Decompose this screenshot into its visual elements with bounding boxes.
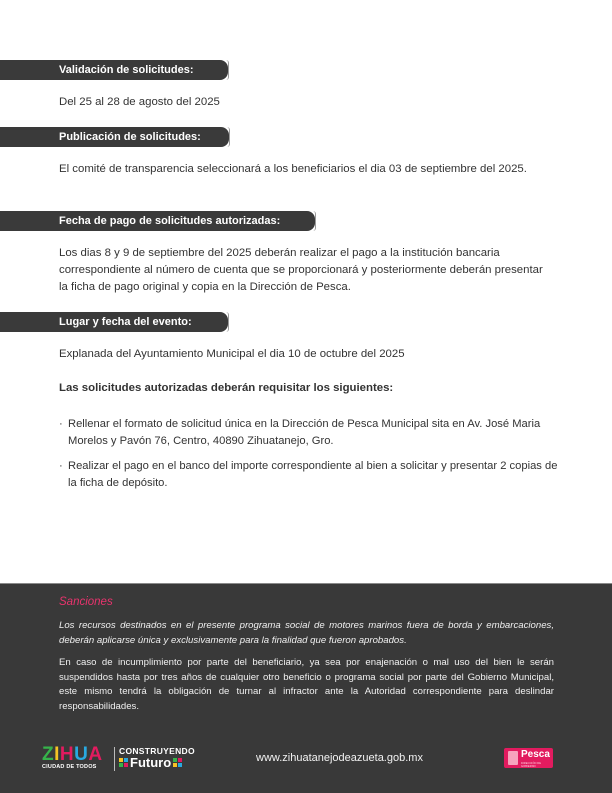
color-square [178,758,182,762]
section-text-lugar: Explanada del Ayuntamiento Municipal el dia 10 de octubre del 2025 [59,348,405,360]
pesca-logo-subtitle: DIRECCIÓN DE GOBIERNO [521,762,542,768]
construyendo-label: CONSTRUYENDO [119,746,195,756]
pesca-logo [504,748,553,768]
logo-divider [114,747,115,771]
section-text-validacion: Del 25 al 28 de agosto del 2025 [59,96,220,108]
zihua-letter: U [74,744,89,765]
requirement-text: Realizar el pago en el banco del importe correspondiente al bien a solicitar y presentar 2 copias de la ficha de depósito. [68,460,558,489]
color-squares-icon [173,758,182,767]
zihua-letter: H [59,744,75,765]
bullet-icon: · [59,418,63,430]
zihua-logo-word [42,746,103,764]
section-text-publicacion: El comité de transparencia seleccionará a los beneficiarios el dia 03 de septiembre del 2025. [59,163,527,175]
zihua-letter: A [88,744,103,765]
sanctions-title: Sanciones [59,596,113,608]
zihua-letter: I [54,744,60,765]
footer [0,583,612,793]
zihua-logo [42,746,103,770]
section-heading-lugar: Lugar y fecha del evento: [0,312,228,332]
zihua-logo-subtitle: CIUDAD DE TODOS [42,764,97,770]
color-square [173,758,177,762]
zihua-letter: Z [42,744,55,765]
sanctions-paragraph-2: En caso de incumplimiento por parte del beneficiario, ya sea por enajenación o mal uso del bien le serán suspendidos hasta por tres años de cualquier otro beneficio o programa social por parte del Gobierno Municipal, este mismo tendrá la obligación de turnar al infractor ante la Autoridad correspondiente para deslindar responsabilidades. [59,657,554,712]
section-heading-fecha-pago: Fecha de pago de solicitudes autorizadas: [0,211,315,231]
municipal-seal-icon [508,751,518,765]
sanctions-paragraph-1: Los recursos destinados en el presente programa social de motores marinos fuera de borda y embarcaciones, deberán aplicarse única y exclusivamente para la finalidad que fueron aprobados. [59,620,554,646]
color-square [119,763,123,767]
section-text-fecha-pago: Los dias 8 y 9 de septiembre del 2025 deberán realizar el pago a la institución bancaria correspondiente al número de cuenta que se proporcionará y posteriormente deberán presentar la ficha de pago original y copia en la Dirección de Pesca. [59,247,543,293]
color-square [124,758,128,762]
color-square [124,763,128,767]
color-square [119,758,123,762]
construyendo-futuro-logo [119,746,195,769]
pesca-logo-name: Pesca [521,749,550,760]
requirement-item [59,416,559,450]
bullet-icon: · [59,460,63,472]
requirement-item [59,458,559,492]
requirement-text: Rellenar el formato de solicitud única en la Dirección de Pesca Municipal sita en Av. José Maria Morelos y Pavón 76, Centro, 40890 Zihuatanejo, Gro. [68,418,541,447]
website-link[interactable]: www.zihuatanejodeazueta.gob.mx [256,752,423,764]
color-squares-icon [119,758,128,767]
section-heading-validacion: Validación de solicitudes: [0,60,228,80]
color-square [173,763,177,767]
section-heading-publicacion: Publicación de solicitudes: [0,127,229,147]
requirements-title: Las solicitudes autorizadas deberán requisitar los siguientes: [59,382,394,394]
color-square [178,763,182,767]
futuro-label: Futuro [130,755,172,770]
